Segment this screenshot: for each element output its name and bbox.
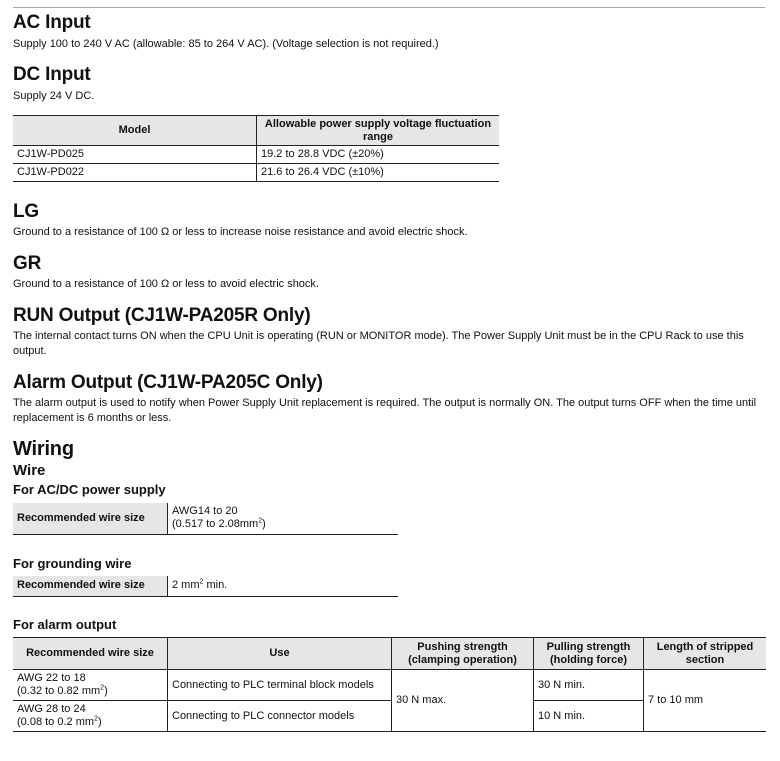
value-line2: (0.517 to 2.08mm (172, 518, 259, 531)
value-suffix: min. (203, 579, 228, 592)
header-range: Allowable power supply voltage fluctuation range (257, 116, 500, 146)
dc-input-text: Supply 24 V DC. (13, 90, 95, 102)
dc-voltage-table (13, 115, 499, 182)
ac-input-text: Supply 100 to 240 V AC (allowable: 85 to 264 V AC). (Voltage selection is not required.) (13, 38, 439, 50)
size-cell (13, 670, 168, 701)
value-close: ) (262, 518, 266, 531)
acdc-wire-table (13, 503, 398, 535)
range-cell: 21.6 to 26.4 VDC (±10%) (257, 164, 500, 182)
acdc-heading: For AC/DC power supply (13, 482, 166, 497)
size-cell (13, 701, 168, 732)
header-pushing: Pushing strength (clamping operation) (392, 638, 534, 670)
size-line1: AWG 28 to 24 (17, 703, 86, 715)
wiring-heading: Wiring (13, 438, 74, 460)
superscript: 2 (100, 684, 105, 692)
superscript: 2 (199, 578, 204, 586)
pulling-cell: 30 N min. (534, 670, 644, 701)
superscript: 2 (94, 715, 98, 723)
header-length: Length of stripped section (644, 638, 767, 670)
section-divider (13, 7, 765, 8)
table-row (13, 164, 499, 182)
table-row (13, 146, 499, 164)
model-cell: CJ1W-PD025 (13, 146, 257, 164)
pushing-cell: 30 N max. (392, 670, 534, 732)
grounding-wire-table (13, 576, 398, 597)
table-row (13, 670, 766, 701)
value-line1: AWG14 to 20 (172, 505, 238, 518)
value-cell (168, 503, 399, 534)
use-cell: Connecting to PLC connector models (168, 701, 392, 732)
header-pulling: Pulling strength (holding force) (534, 638, 644, 670)
dc-input-heading: DC Input (13, 64, 91, 85)
label-cell: Recommended wire size (13, 503, 168, 534)
lg-heading: LG (13, 201, 39, 222)
size-close: ) (104, 685, 108, 697)
lg-text: Ground to a resistance of 100 Ω or less to increase noise resistance and avoid electric shock. (13, 226, 468, 238)
alarm-wire-heading: For alarm output (13, 617, 117, 632)
header-use: Use (168, 638, 392, 670)
alarm-output-text: The alarm output is used to notify when Power Supply Unit replacement is required. The output is normally ON. The output turns OFF when the time until replacement is 6 months or less. (13, 397, 757, 424)
wire-heading: Wire (13, 462, 46, 479)
header-size: Recommended wire size (13, 638, 168, 670)
header-model: Model (13, 116, 257, 146)
alarm-output-heading: Alarm Output (CJ1W-PA205C Only) (13, 372, 323, 393)
ac-input-heading: AC Input (13, 12, 91, 33)
size-close: ) (97, 716, 102, 728)
value-text: 2 mm (172, 579, 200, 592)
run-output-text: The internal contact turns ON when the CPU Unit is operating (RUN or MONITOR mode). The Power Supply Unit must be in the CPU Rack to use this output. (13, 330, 744, 357)
superscript: 2 (258, 517, 263, 525)
alarm-wire-table (13, 637, 766, 732)
pulling-cell: 10 N min. (534, 701, 644, 732)
grounding-heading: For grounding wire (13, 556, 132, 571)
gr-heading: GR (13, 253, 42, 274)
range-cell: 19.2 to 28.8 VDC (±20%) (257, 146, 500, 164)
run-output-heading: RUN Output (CJ1W-PA205R Only) (13, 305, 311, 326)
gr-text: Ground to a resistance of 100 Ω or less to avoid electric shock. (13, 278, 319, 290)
size-line2: (0.08 to 0.2 mm (17, 716, 95, 728)
size-line2: (0.32 to 0.82 mm (17, 685, 101, 697)
model-cell: CJ1W-PD022 (13, 164, 257, 182)
use-cell: Connecting to PLC terminal block models (168, 670, 392, 701)
length-cell: 7 to 10 mm (644, 670, 767, 732)
value-cell (168, 576, 399, 596)
size-line1: AWG 22 to 18 (17, 672, 86, 684)
label-cell: Recommended wire size (13, 576, 168, 596)
